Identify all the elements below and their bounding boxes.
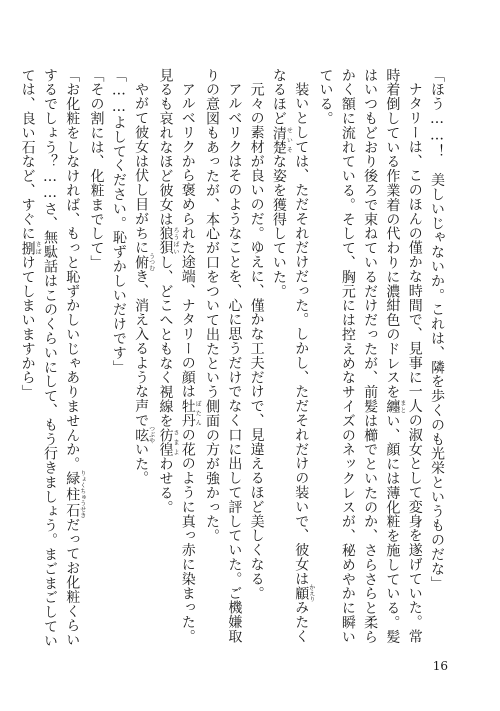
text-run: だってお化粧くらいするでしょう？……さ、無駄話はこのくらいにして、もう行きましょう。まごまごしていては、良い石など、すぐに [19,68,81,648]
text-run: 「……よしてください。恥ずかしいだけです」 [110,68,127,375]
text-run: な姿を獲得していた。 [270,154,287,299]
ruby-word [157,428,179,457]
paragraph [108,68,130,648]
ruby-reading: せいそ [285,125,293,155]
paragraph [130,68,154,648]
ruby-reading: さば [34,240,42,256]
ruby-word [157,226,179,256]
ruby-base: 纏 [384,399,401,414]
ruby-base: 牡丹 [179,398,196,428]
ruby-reading: つぶや [147,425,155,444]
ruby-base: 俯 [133,253,150,272]
vertical-text-body [19,68,448,648]
ruby-reading: かえり [307,584,315,603]
ruby-word [19,240,42,256]
paragraph [154,68,201,648]
ruby-base: 彷徨 [157,428,174,457]
text-run: い、顔には薄化粧を施している。髪はいつもどおり後ろで束ねているだけだったが、前髪は櫛でといたのか、さらさらと柔らかく額に流れている。そして、胸元には控えめなサイズのネックレスが、秘めやかに瞬いている。 [317,68,401,645]
ruby-reading: りょくちゅうせき [78,470,86,519]
text-run: アルベリクはそのようなことを、心に思うだけでなく口に出して評していた。ご機嫌取りの意図もあったが、本心が口をついて出たという側面の方が強かった。 [204,68,243,644]
ruby-word [270,125,293,155]
text-run: 「お化粧をしなければ、もっと恥ずかしいじゃありませんか。 [64,68,81,472]
text-run: みたくなるほど [270,68,310,644]
text-run: いた。 [133,442,150,486]
text-run: 「その割には、化粧までして」 [88,68,105,270]
paragraph [16,68,85,648]
ruby-word [133,425,155,444]
ruby-word [384,399,406,414]
text-run: き、消え入るような声で [133,269,150,428]
paragraph [268,68,315,648]
ruby-word [179,398,202,428]
text-run: 「ほう……！ 美しいじゃないか。これは、隣を歩くのも光栄というものだな」 [429,68,445,591]
ruby-word [293,584,315,603]
text-run: ナタリーは、このほんの僅かな時間で、見事に一人の淑女として変身を遂げていた。常時着倒している作業着の代わりに濃紺色のドレスを [384,68,423,644]
text-run: やがて彼女は伏し目がちに [133,82,150,255]
ruby-word [133,253,155,272]
text-run: 装いとしては、ただそれだけだった。しかし、ただそれだけの装いで、彼女は [293,82,310,586]
ruby-base: 呟 [133,425,150,444]
ruby-base: 清楚 [270,125,287,155]
ruby-base: 緑柱石 [64,470,81,519]
text-run: の花のように真っ赤に染まった。見るも哀れなほど彼女は [157,68,196,644]
ruby-reading: まと [398,399,406,414]
paragraph [314,68,425,648]
paragraph [201,68,246,648]
paragraph [426,68,448,648]
paragraph [85,68,107,648]
ruby-reading: うつむ [147,253,155,272]
ruby-base: 顧 [293,584,310,603]
ruby-reading: ろうばい [171,226,179,256]
text-run: アルベリクから褒められた途端、ナタリーの顔は [179,82,196,399]
page-number: 16 [432,659,448,673]
text-run: けてしまいますから」 [19,255,36,400]
text-run: し、どこへともなく視線を [157,255,174,429]
ruby-base: 捌 [19,240,36,256]
paragraph [245,68,267,648]
ruby-base: 狼狽 [157,226,174,256]
text-run: 元々の素材が良いのだ。ゆえに、僅かな工夫だけで、見違えるほど美しくなる。 [248,82,265,601]
ruby-reading: さまよ [171,428,179,457]
ruby-word [64,470,86,519]
text-run: わせる。 [157,456,174,515]
ruby-reading: ぼたん [194,398,202,428]
